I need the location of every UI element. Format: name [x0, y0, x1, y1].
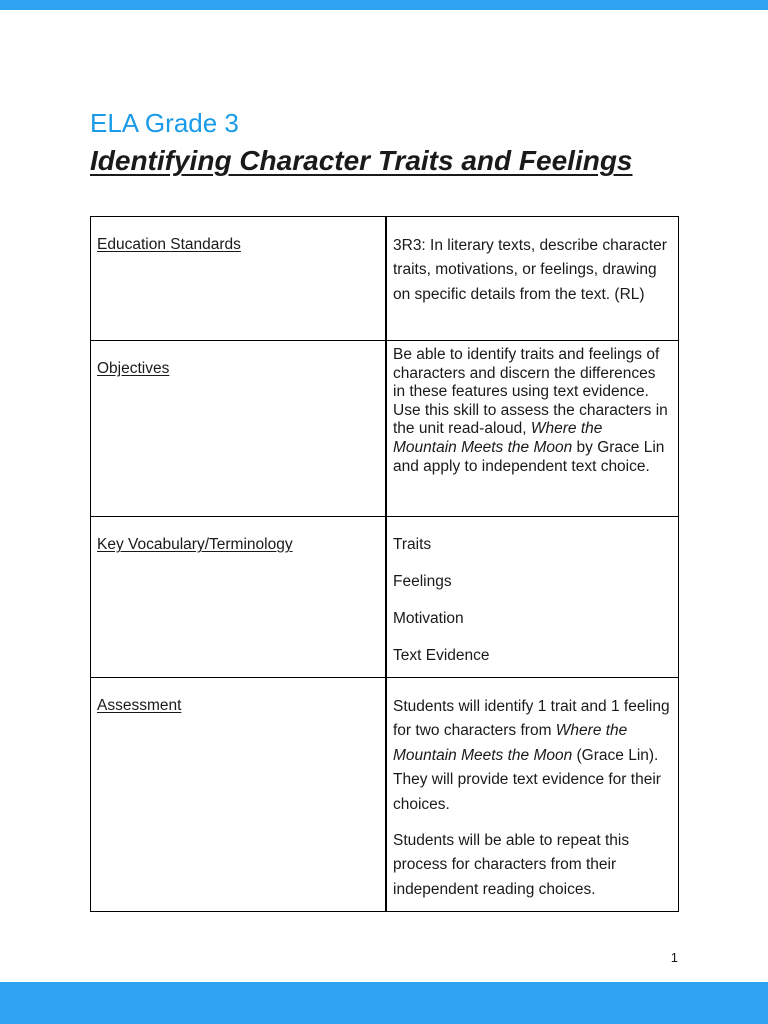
- subject-heading: ELA Grade 3: [90, 108, 239, 138]
- assessment-text-end: (Grace Lin). They will provide text evidence for their choices.: [393, 746, 661, 813]
- vocab-item: Feelings: [393, 573, 452, 590]
- table-row-vocabulary: [91, 517, 679, 678]
- objectives-text-start: Be able to identify traits and feelings of characters and discern the differences in these features using text evidence. Use this skill to assess the characters in the unit read-aloud,: [393, 346, 668, 438]
- assessment-text-start: Students will identify 1 trait and 1 feeling for two characters from: [393, 698, 670, 740]
- table-row-standards: [91, 217, 679, 341]
- lesson-plan-table: [90, 216, 679, 912]
- assessment-text-1: [393, 695, 670, 817]
- lesson-title: Identifying Character Traits and Feelings: [90, 145, 633, 176]
- book-title: Where the Mountain Meets the Moon: [393, 722, 628, 764]
- assessment-text-2: Students will be able to repeat this process for characters from their independent reading choices.: [393, 832, 630, 898]
- content-cell: [386, 678, 679, 912]
- page-number: 1: [670, 950, 678, 965]
- vocab-item: Traits: [393, 536, 432, 553]
- label-cell: [91, 678, 387, 912]
- row-label-standards: Education Standards: [97, 236, 241, 253]
- row-label-assessment: Assessment: [97, 697, 182, 714]
- bottom-accent-bar: [0, 982, 768, 1024]
- vocab-item: Motivation: [393, 610, 464, 627]
- row-label-vocabulary: Key Vocabulary/Terminology: [97, 536, 293, 553]
- objectives-text-end: by Grace Lin and apply to independent text choice.: [393, 438, 665, 475]
- table-row-assessment: [91, 678, 679, 912]
- table-row-objectives: [91, 341, 679, 517]
- standards-text: 3R3: In literary texts, describe character traits, motivations, or feelings, drawing on specific details from the text. (RL): [393, 237, 667, 303]
- label-cell: [91, 517, 387, 678]
- label-cell: [91, 341, 387, 517]
- vocab-item: Text Evidence: [393, 647, 490, 664]
- row-label-objectives: Objectives: [97, 360, 170, 377]
- content-cell: [386, 341, 679, 517]
- content-cell: [386, 517, 679, 678]
- book-title: Where the Mountain Meets the Moon: [393, 420, 603, 456]
- label-cell: [91, 217, 387, 341]
- top-accent-bar: [0, 0, 768, 10]
- content-cell: [386, 217, 679, 341]
- objectives-text: [393, 346, 670, 476]
